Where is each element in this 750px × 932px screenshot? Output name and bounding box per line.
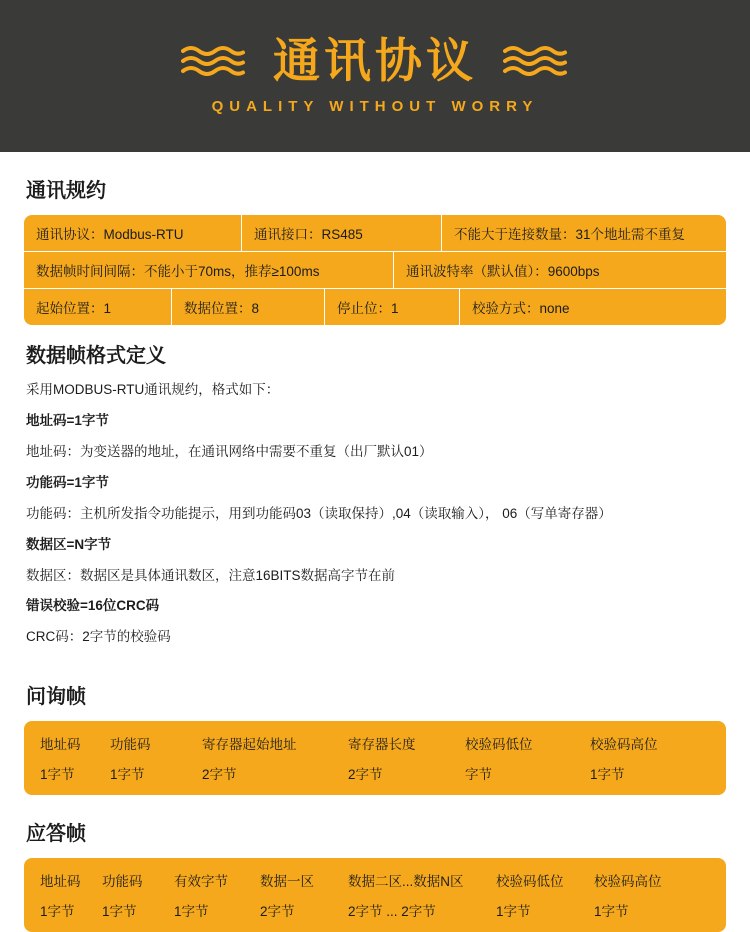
response-frame-value: 2字节	[260, 904, 295, 920]
wave-lines-icon	[503, 44, 569, 78]
spec-cell-frame-interval: 数据帧时间间隔：不能小于70ms，推荐≥100ms	[24, 252, 394, 288]
spec-table-row	[24, 252, 726, 289]
frame-format-line: 数据区=N字节	[26, 536, 112, 552]
spec-cell-baudrate: 通讯波特率（默认值）：9600bps	[406, 264, 600, 279]
response-frame-header: 校验码高位	[594, 874, 662, 890]
query-frame-title: 问询帧	[26, 686, 86, 709]
banner-title-row	[181, 34, 569, 87]
query-frame-value: 1字节	[40, 767, 75, 783]
response-frame-header-row	[24, 870, 726, 890]
response-frame-header: 功能码	[102, 874, 143, 890]
frame-format-title: 数据帧格式定义	[26, 345, 166, 367]
query-frame-header-row	[24, 733, 726, 753]
response-frame-value: 2字节 ... 2字节	[348, 904, 436, 920]
spec-cell-start-bit: 起始位置：1	[24, 289, 172, 325]
query-frame-value-row	[24, 763, 726, 783]
response-frame-header: 数据一区	[260, 874, 314, 890]
response-frame-value: 1字节	[174, 904, 209, 920]
query-frame-value: 1字节	[590, 767, 625, 783]
response-frame-value: 1字节	[496, 904, 531, 920]
response-frame-value: 1字节	[594, 904, 629, 920]
query-frame-header: 校验码高位	[590, 737, 658, 753]
query-frame-value: 2字节	[348, 767, 383, 783]
frame-format-line: 地址码=1字节	[26, 412, 109, 428]
spec-cell-parity: 校验方式：none	[472, 301, 570, 316]
response-frame-value: 1字节	[40, 904, 75, 920]
query-frame-table	[24, 721, 726, 795]
banner-subtitle: QUALITY WITHOUT WORRY	[211, 98, 539, 115]
frame-format-line: CRC码：2字节的校验码	[26, 629, 171, 645]
query-frame-header: 功能码	[110, 737, 151, 753]
response-frame-header: 数据二区...数据N区	[348, 874, 464, 890]
spec-cell-stop-bit: 停止位：1	[325, 289, 460, 325]
document-content	[0, 152, 750, 932]
frame-format-line: 功能码：主机所发指令功能提示，用到功能码03（读取保持）,04（读取输入）， 06（写单寄存器）	[26, 505, 612, 521]
query-frame-header: 寄存器起始地址	[202, 737, 297, 753]
response-frame-header: 有效字节	[174, 874, 228, 890]
response-frame-header: 地址码	[40, 874, 81, 890]
response-frame-value: 1字节	[102, 904, 137, 920]
frame-format-line: 功能码=1字节	[26, 474, 109, 490]
frame-format-line: 采用MODBUS-RTU通讯规约，格式如下：	[26, 382, 280, 397]
page-banner	[0, 0, 750, 152]
spec-section-title: 通讯规约	[26, 180, 106, 202]
spec-table-row	[24, 289, 726, 325]
spec-cell-data-bit: 数据位置：8	[172, 289, 325, 325]
spec-cell-connections: 不能大于连接数量：31个地址需不重复	[454, 227, 686, 242]
response-frame-table	[24, 858, 726, 932]
query-frame-value: 2字节	[202, 767, 237, 783]
spec-cell-interface: 通讯接口：RS485	[242, 215, 442, 251]
query-frame-header: 校验码低位	[465, 737, 533, 753]
query-frame-value: 字节	[465, 767, 492, 783]
response-frame-header: 校验码低位	[496, 874, 564, 890]
spec-cell-protocol: 通讯协议：Modbus-RTU	[24, 215, 242, 251]
response-frame-value-row	[24, 900, 726, 920]
wave-lines-icon	[181, 44, 247, 78]
frame-format-line: 错误校验=16位CRC码	[26, 598, 160, 614]
query-frame-header: 地址码	[40, 737, 81, 753]
spec-table-row	[24, 215, 726, 252]
response-frame-title: 应答帧	[26, 823, 86, 846]
spec-table	[24, 215, 726, 325]
banner-title: 通讯协议	[273, 34, 477, 87]
frame-format-line: 数据区：数据区是具体通讯数区，注意16BITS数据高字节在前	[26, 567, 396, 583]
frame-format-line: 地址码：为变送器的地址，在通讯网络中需要不重复（出厂默认01）	[26, 443, 433, 459]
query-frame-value: 1字节	[110, 767, 145, 783]
query-frame-header: 寄存器长度	[348, 737, 416, 753]
